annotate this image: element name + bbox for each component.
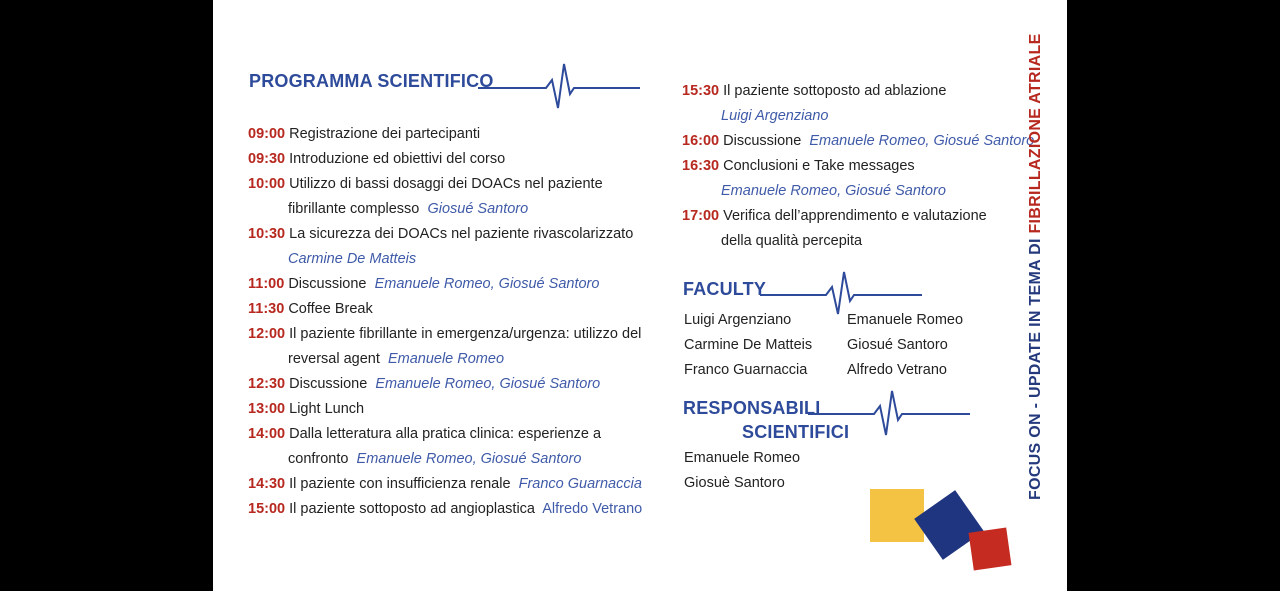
- schedule-item-1000-cont: fibrillante complesso Giosué Santoro: [288, 201, 529, 217]
- schedule-item-0900: 09:00 Registrazione dei partecipanti: [248, 126, 481, 142]
- faculty-member: Emanuele Romeo: [847, 312, 964, 328]
- schedule-item-1500: 15:00 Il paziente sottoposto ad angioplastica Alfredo Vetrano: [248, 501, 643, 517]
- schedule-item-1030-speaker: Carmine De Matteis: [288, 251, 417, 267]
- schedule-item-1030: 10:30 La sicurezza dei DOACs nel paziente rivascolarizzato: [248, 226, 634, 242]
- responsabile-name: Giosuè Santoro: [684, 475, 785, 491]
- faculty-member: Franco Guarnaccia: [684, 362, 808, 378]
- scientifici-heading: SCIENTIFICI: [742, 422, 850, 442]
- program-page: [213, 0, 1067, 591]
- schedule-item-1200: 12:00 Il paziente fibrillante in emergenza/urgenza: utilizzo del: [248, 326, 642, 342]
- responsabili-heading: RESPONSABILI: [683, 398, 821, 418]
- faculty-member: Carmine De Matteis: [684, 337, 813, 353]
- schedule-item-1100: 11:00 Discussione Emanuele Romeo, Giosué Santoro: [248, 276, 600, 292]
- program-heading: PROGRAMMA SCIENTIFICO: [249, 71, 494, 91]
- schedule-item-1630: 16:30 Conclusioni e Take messages: [682, 158, 915, 174]
- schedule-item-1300: 13:00 Light Lunch: [248, 401, 365, 417]
- schedule-item-1400: 14:00 Dalla letteratura alla pratica clinica: esperienze a: [248, 426, 602, 442]
- schedule-item-1130: 11:30 Coffee Break: [248, 301, 373, 317]
- schedule-item-1230: 12:30 Discussione Emanuele Romeo, Giosué Santoro: [248, 376, 601, 392]
- schedule-item-1630-speaker: Emanuele Romeo, Giosué Santoro: [721, 183, 946, 199]
- schedule-item-1000: 10:00 Utilizzo di bassi dosaggi dei DOACs nel paziente: [248, 176, 603, 192]
- schedule-item-0930: 09:30 Introduzione ed obiettivi del corso: [248, 151, 506, 167]
- ecg-line-icon: [808, 389, 973, 441]
- yellow-square-decoration: [870, 489, 924, 542]
- schedule-item-1530-speaker: Luigi Argenziano: [721, 108, 829, 124]
- vertical-event-title: FOCUS ON - UPDATE IN TEMA DI FIBRILLAZIONE ATRIALE: [1027, 33, 1044, 500]
- faculty-member: Giosué Santoro: [847, 337, 948, 353]
- faculty-member: Alfredo Vetrano: [847, 362, 947, 378]
- faculty-member: Luigi Argenziano: [684, 312, 792, 328]
- red-square-decoration: [969, 528, 1012, 571]
- schedule-item-1430: 14:30 Il paziente con insufficienza renale Franco Guarnaccia: [248, 476, 642, 492]
- schedule-item-1700-cont: della qualità percepita: [721, 233, 863, 249]
- responsabile-name: Emanuele Romeo: [684, 450, 801, 466]
- ecg-line-icon: [478, 62, 643, 114]
- schedule-item-1600: 16:00 Discussione Emanuele Romeo, Giosué Santoro: [682, 133, 1035, 149]
- schedule-item-1530: 15:30 Il paziente sottoposto ad ablazione: [682, 83, 947, 99]
- schedule-item-1700: 17:00 Verifica dell’apprendimento e valutazione: [682, 208, 987, 224]
- schedule-item-1200-cont: reversal agent Emanuele Romeo: [288, 351, 505, 367]
- faculty-heading: FACULTY: [683, 279, 767, 299]
- schedule-item-1400-cont: confronto Emanuele Romeo, Giosué Santoro: [288, 451, 582, 467]
